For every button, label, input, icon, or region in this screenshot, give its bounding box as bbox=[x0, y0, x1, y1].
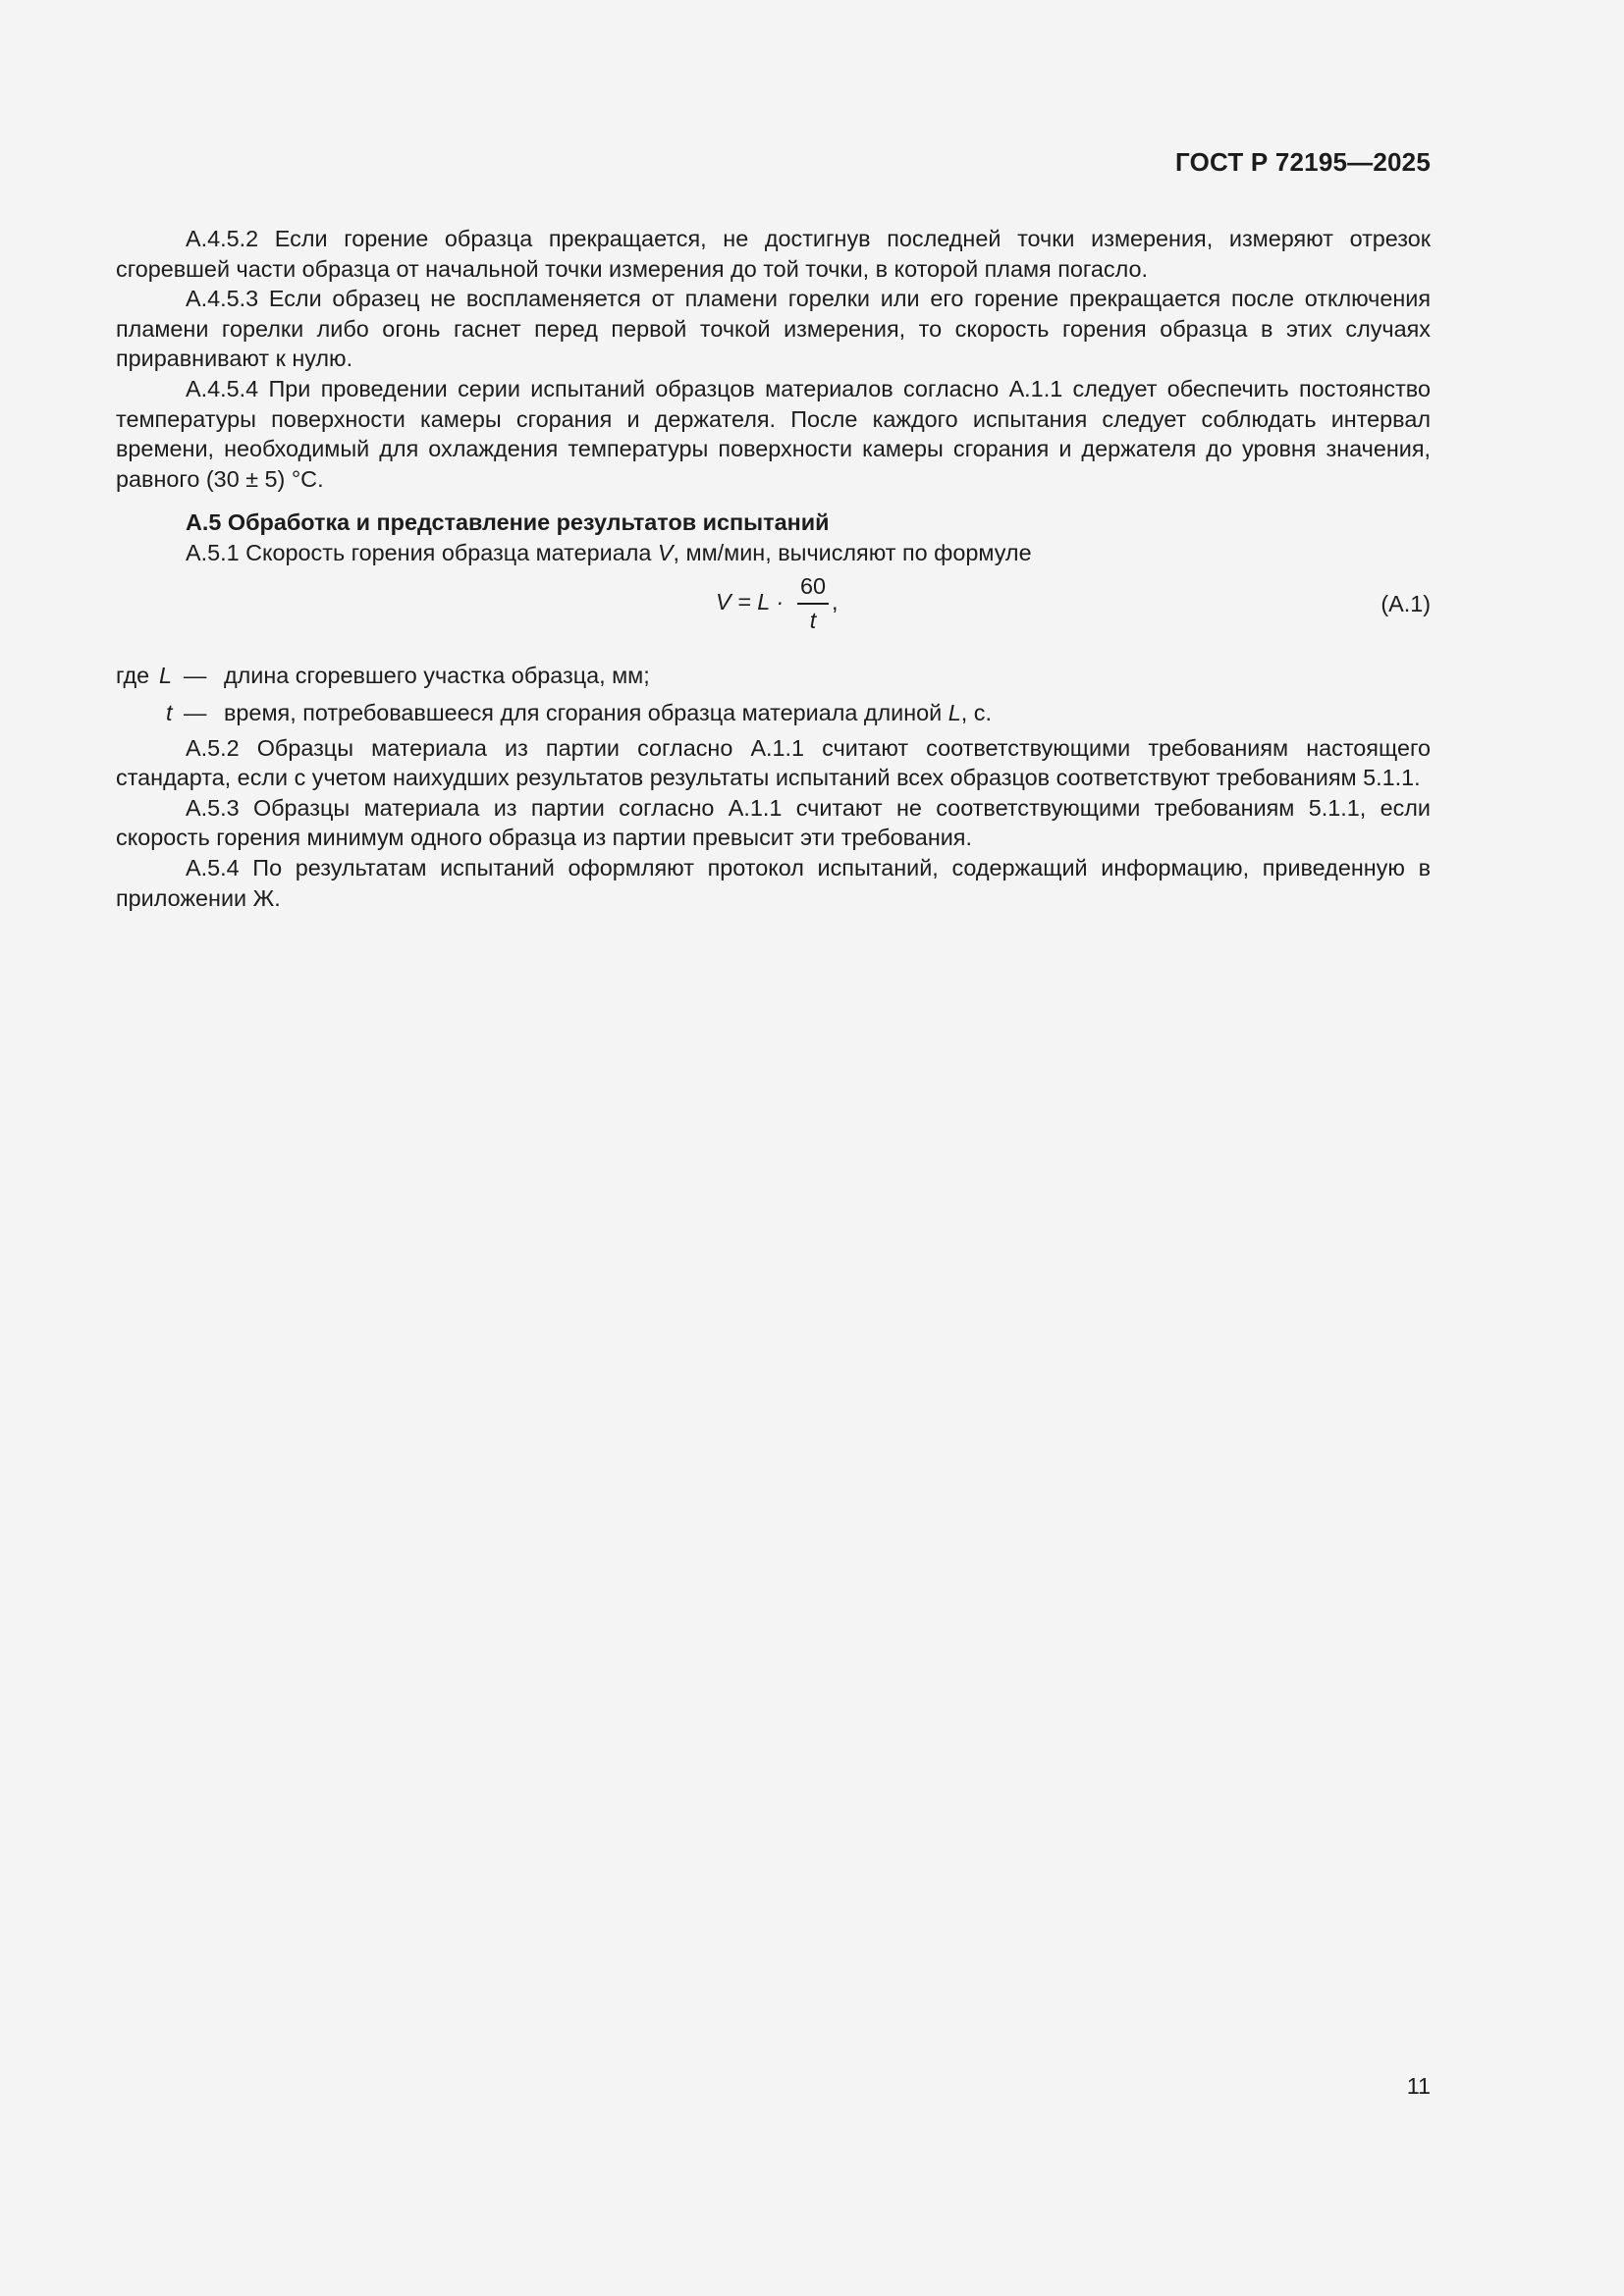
page-number: 11 bbox=[1406, 2073, 1431, 2099]
paragraph-a452: А.4.5.2 Если горение образца прекращается, не достигнув последней точки измерения, измеряют отрезок сгоревшей части образца от начальной точки измерения до той точки, в которой пламя погасло. bbox=[116, 226, 1431, 282]
where-text-t-after: , с. bbox=[960, 699, 992, 725]
document-body bbox=[116, 224, 1431, 913]
a51-variable: V bbox=[657, 539, 674, 565]
a51-text-before: А.5.1 Скорость горения образца материала bbox=[186, 539, 658, 565]
where-item-t bbox=[116, 698, 1431, 733]
formula-fraction bbox=[797, 572, 829, 634]
where-text-t-before: время, потребовавшееся для сгорания образца материала длиной bbox=[224, 699, 948, 725]
where-dash-t: — bbox=[184, 699, 207, 725]
paragraph-a54: А.5.4 По результатам испытаний оформляют протокол испытаний, содержащий информацию, приведенную в приложении Ж. bbox=[116, 854, 1431, 911]
paragraph-a453: А.4.5.3 Если образец не воспламеняется от пламени горелки или его горение прекращается после отключения пламени горелки либо огонь гаснет перед первой точкой измерения, то скорость горения образца в этих случаях приравнивают к нулю. bbox=[116, 286, 1431, 372]
where-dash-l: — bbox=[184, 662, 207, 688]
paragraph-a53: А.5.3 Образцы материала из партии согласно А.1.1 считают не соответствующими требованиям 5.1.1, если скорость горения минимум одного образца из партии превысит эти требования. bbox=[116, 794, 1431, 851]
formula-denominator: t bbox=[809, 607, 817, 633]
where-text-t bbox=[224, 698, 992, 728]
paragraph-a52: А.5.2 Образцы материала из партии согласно А.1.1 считают соответствующими требованиям настоящего стандарта, если с учетом наихудших результатов результаты испытаний всех образцов соответствуют требованиям 5.1.1. bbox=[116, 734, 1431, 791]
formula-lhs-text: V = L · bbox=[716, 588, 785, 614]
a51-text-after: , мм/мин, вычисляют по формуле bbox=[673, 539, 1032, 565]
where-symbol-t: t bbox=[166, 699, 173, 725]
formula-row bbox=[116, 568, 1431, 639]
formula-numerator: 60 bbox=[799, 572, 827, 599]
where-text-t-symbol: L bbox=[947, 699, 961, 725]
where-symbol-l: L bbox=[159, 662, 173, 688]
where-item-l bbox=[116, 661, 1431, 692]
formula-lhs bbox=[716, 587, 784, 617]
formula-fraction-bar bbox=[797, 603, 829, 605]
formula-number: (А.1) bbox=[1380, 590, 1431, 616]
paragraph-a454: А.4.5.4 При проведении серии испытаний образцов материалов согласно А.1.1 следует обеспечить постоянство температуры поверхности камеры сгорания и держателя. После каждого испытания следует соблюдать интервал времени, необходимый для охлаждения температуры поверхности камеры сгорания и держателя до уровня значения, равного (30 ± 5) °С. bbox=[116, 375, 1431, 492]
section-heading-a5: А.5 Обработка и представление результатов испытаний bbox=[186, 509, 830, 536]
document-code: ГОСТ Р 72195—2025 bbox=[1175, 147, 1431, 177]
formula-trailing: , bbox=[832, 588, 839, 614]
where-text-l: длина сгоревшего участка образца, мм; bbox=[224, 662, 650, 688]
where-lead: где bbox=[116, 662, 150, 688]
paragraph-a51 bbox=[116, 538, 1431, 568]
